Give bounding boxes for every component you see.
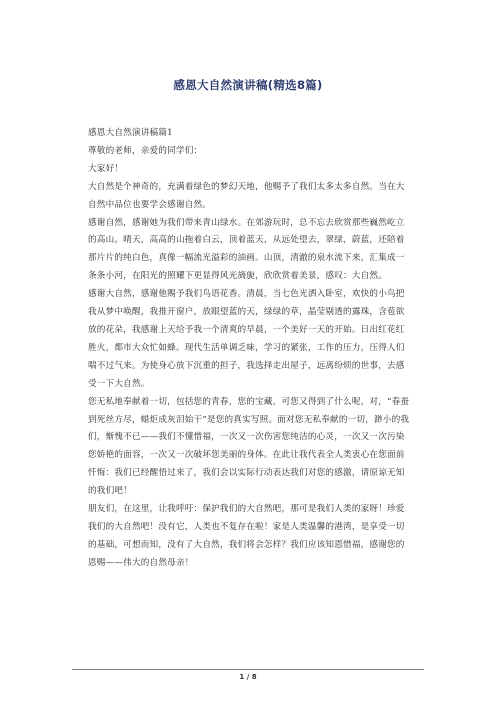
paragraph: 大自然是个神奇的，充满着绿色的梦幻天地，他赐予了我们太多太多自然。当在大自然中品位也要学会感谢自然。 xyxy=(88,181,405,210)
paragraph: 感谢大自然，感谢他赐予我们鸟语花香。清晨，当七色光洒入卧室，欢快的小鸟把我从梦中唤醒，我推开窗户，放眼望蓝的天，绿绿的草，晶莹剔透的露珠，含苞欲放的花朵，我感谢上天给予我一个清爽的早晨，一个美好一天的开始。日出红花红胜火，都市大众忙如蜂。现代生活单调乏味，学习的紧张，工作的压力，压得人们喘不过气来。为使身心放下沉重的担子，我选择走出屋子，远离纷烦的世事，去感受一下大自然。 xyxy=(88,289,405,389)
paragraph-salutation: 尊敬的老师，亲爱的同学们： xyxy=(88,145,203,156)
footer-divider xyxy=(72,669,424,670)
paragraph-heading: 感恩大自然演讲稿篇1 xyxy=(88,128,173,138)
document-body xyxy=(88,125,410,573)
document-title: 感恩大自然演讲稿(精选8篇) xyxy=(173,78,323,92)
paragraph: 朋友们，在这里，让我呼吁：保护我们的大自然吧，那可是我们人类的家呀！珍爱我们的大自然吧！没有它，人类也不复存在啦！家是人类温馨的港湾，是享受一切的基础，可想而知，没有了大自然，我们将会怎样？我们应该知恩惜福，感谢您的恩赐——伟大的自然母亲！ xyxy=(88,504,405,568)
paragraph: 感谢自然，感谢她为我们带来青山绿水。在郊游玩时，总不忘去欣赏那些巍然屹立的高山。晴天，高高的山拖着白云，顶着蓝天，从远处望去，翠绿，蔚蓝，还陪着那片片的纯白色，真像一幅流光溢彩的油画。山顶，清澈的泉水流下来，汇集成一条条小河，在阳光的照耀下更显得风光旖旎，欣欣赏着美景，感叹：大自然。 xyxy=(88,217,405,282)
paragraph-greeting: 大家好！ xyxy=(88,163,124,174)
page-number: 1 / 8 xyxy=(239,673,257,681)
paragraph: 您无私地奉献着一切，包括您的青春，您的宝藏，可您又得到了什么呢，对，“春蚕到死丝方尽，蜡炬成灰泪始干”是您的真实写照。面对您无私奉献的一切，渺小的我们，惭愧不已——我们不懂惜福，一次又一次伤害您纯洁的心灵，一次又一次污染您娇艳的面容，一次又一次破坏您美丽的身体。在此让我代表全人类衷心在您面前忏悔：我们已经醒悟过来了，我们会以实际行动表达我们对您的感激，请原谅无知的我们吧！ xyxy=(88,396,410,497)
